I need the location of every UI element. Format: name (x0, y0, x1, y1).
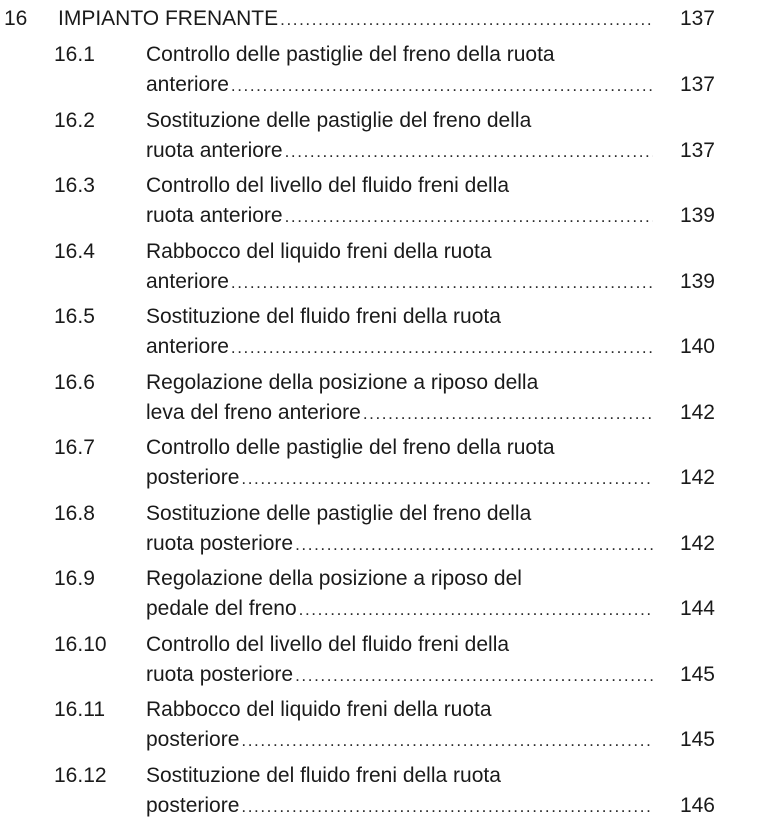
section-title-line2: posteriore (146, 725, 239, 755)
section-title-line2: posteriore (146, 463, 239, 493)
section-title-line2-row (146, 594, 715, 625)
section-title-line1: Rabbocco del liquido freni della ruota (146, 695, 715, 725)
section-page-number: 139 (659, 201, 715, 231)
section-title-line2: ruota anteriore (146, 136, 283, 166)
toc-section-entry[interactable] (54, 368, 715, 434)
section-number: 16.10 (54, 630, 146, 696)
toc-section-entry[interactable] (54, 695, 715, 761)
toc-section-entry[interactable] (54, 106, 715, 172)
section-page-number: 142 (659, 463, 715, 493)
toc-section-entry[interactable] (54, 171, 715, 237)
toc-section-entry[interactable] (54, 564, 715, 630)
section-text (146, 40, 715, 106)
toc-section-entry[interactable] (54, 237, 715, 303)
section-number: 16.2 (54, 106, 146, 172)
section-title-line2-row (146, 463, 715, 494)
section-text (146, 106, 715, 172)
section-text (146, 368, 715, 434)
section-text (146, 630, 715, 696)
section-title-line2: ruota posteriore (146, 529, 293, 559)
chapter-number: 16 (4, 3, 58, 35)
section-text (146, 761, 715, 826)
section-number: 16.1 (54, 40, 146, 106)
section-title-line1: Regolazione della posizione a riposo del (146, 564, 715, 594)
toc-section-entry[interactable] (54, 630, 715, 696)
section-page-number: 145 (659, 725, 715, 755)
section-page-number: 140 (659, 332, 715, 362)
section-title-line2-row (146, 136, 715, 167)
toc-section-entry[interactable] (54, 302, 715, 368)
section-number: 16.3 (54, 171, 146, 237)
section-title-line1: Controllo del livello del fluido freni della (146, 630, 715, 660)
section-text (146, 302, 715, 368)
chapter-title: IMPIANTO FRENANTE (58, 3, 278, 35)
section-text (146, 433, 715, 499)
dot-leader (285, 202, 653, 232)
section-title-line1: Controllo del livello del fluido freni della (146, 171, 715, 201)
section-text (146, 564, 715, 630)
toc-chapter-entry[interactable] (4, 3, 715, 35)
section-title-line2-row (146, 398, 715, 429)
dot-leader (241, 792, 653, 822)
dot-leader (231, 333, 653, 363)
section-number: 16.7 (54, 433, 146, 499)
section-page-number: 139 (659, 267, 715, 297)
section-page-number: 137 (659, 136, 715, 166)
section-title-line2: ruota anteriore (146, 201, 283, 231)
section-title-line2: pedale del freno (146, 594, 297, 624)
section-text (146, 171, 715, 237)
section-title-line2-row (146, 660, 715, 691)
section-page-number: 137 (659, 70, 715, 100)
dot-leader (231, 71, 653, 101)
dot-leader (280, 4, 653, 36)
section-title-line2: anteriore (146, 70, 229, 100)
section-title-line2-row (146, 70, 715, 101)
section-title-line2-row (146, 529, 715, 560)
section-page-number: 146 (659, 791, 715, 821)
section-text (146, 237, 715, 303)
section-title-line2-row (146, 267, 715, 298)
section-text (146, 499, 715, 565)
section-title-line1: Sostituzione del fluido freni della ruota (146, 761, 715, 791)
chapter-line (58, 3, 715, 36)
section-title-line1: Rabbocco del liquido freni della ruota (146, 237, 715, 267)
dot-leader (285, 137, 653, 167)
section-number: 16.4 (54, 237, 146, 303)
toc-section-entry[interactable] (54, 40, 715, 106)
toc-section-list (54, 40, 715, 826)
section-title-line2: anteriore (146, 267, 229, 297)
section-page-number: 142 (659, 529, 715, 559)
section-page-number: 144 (659, 594, 715, 624)
section-title-line2-row (146, 791, 715, 822)
section-title-line2: anteriore (146, 332, 229, 362)
section-number: 16.9 (54, 564, 146, 630)
toc-section-entry[interactable] (54, 499, 715, 565)
toc-section-entry[interactable] (54, 433, 715, 499)
section-title-line1: Regolazione della posizione a riposo della (146, 368, 715, 398)
dot-leader (295, 530, 653, 560)
toc-section-entry[interactable] (54, 761, 715, 826)
chapter-page-number: 137 (659, 3, 715, 35)
section-title-line2: leva del freno anteriore (146, 398, 361, 428)
section-title-line1: Sostituzione delle pastiglie del freno della (146, 106, 715, 136)
dot-leader (299, 595, 653, 625)
section-number: 16.12 (54, 761, 146, 826)
section-title-line1: Controllo delle pastiglie del freno della ruota (146, 40, 715, 70)
section-title-line2: posteriore (146, 791, 239, 821)
section-title-line2-row (146, 332, 715, 363)
dot-leader (231, 268, 653, 298)
dot-leader (363, 399, 653, 429)
section-text (146, 695, 715, 761)
section-number: 16.6 (54, 368, 146, 434)
section-page-number: 142 (659, 398, 715, 428)
section-page-number: 145 (659, 660, 715, 690)
section-title-line2: ruota posteriore (146, 660, 293, 690)
section-number: 16.5 (54, 302, 146, 368)
section-title-line2-row (146, 725, 715, 756)
section-number: 16.8 (54, 499, 146, 565)
section-title-line1: Sostituzione del fluido freni della ruota (146, 302, 715, 332)
dot-leader (295, 661, 653, 691)
section-title-line1: Sostituzione delle pastiglie del freno della (146, 499, 715, 529)
section-title-line1: Controllo delle pastiglie del freno della ruota (146, 433, 715, 463)
section-title-line2-row (146, 201, 715, 232)
section-number: 16.11 (54, 695, 146, 761)
dot-leader (241, 726, 653, 756)
dot-leader (241, 464, 653, 494)
